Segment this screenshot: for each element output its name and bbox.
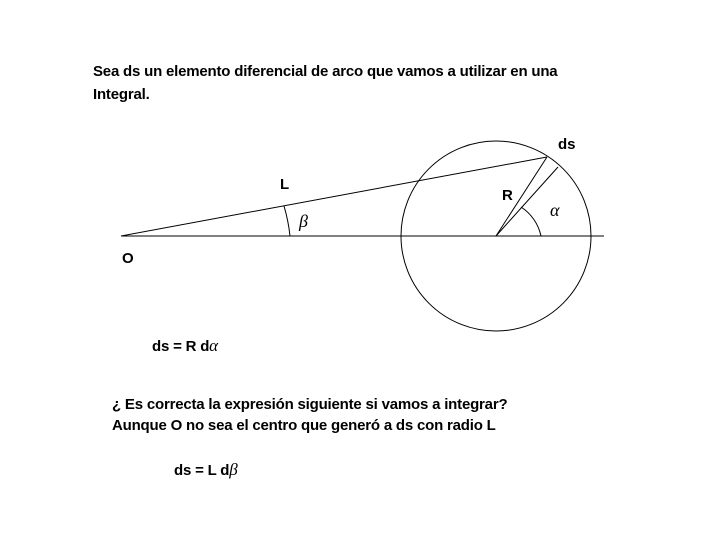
label-alpha: α (550, 200, 560, 220)
formula-ds-L-text: ds = L d (174, 462, 230, 479)
formula-ds-R (152, 334, 218, 359)
label-ds: ds (558, 136, 576, 153)
intro-line-2: Integral. (93, 86, 150, 103)
alpha-symbol: α (209, 336, 218, 355)
formula-ds-R-text: ds = R d (152, 338, 210, 355)
intro-line-1: Sea ds un elemento diferencial de arco que vamos a utilizar en una (93, 63, 558, 80)
arc-alpha (521, 207, 541, 236)
beta-symbol: β (229, 460, 238, 479)
label-L: L (280, 176, 290, 193)
line-L (121, 157, 547, 236)
question-line-2: Aunque O no sea el centro que generó a ds con radio L (112, 417, 496, 434)
arc-beta (284, 206, 290, 236)
label-beta: β (299, 211, 308, 231)
formula-ds-L (174, 458, 238, 483)
question-line-1: ¿ Es correcta la expresión siguiente si vamos a integrar? (112, 396, 508, 413)
label-O: O (122, 250, 134, 267)
label-R: R (502, 187, 513, 204)
